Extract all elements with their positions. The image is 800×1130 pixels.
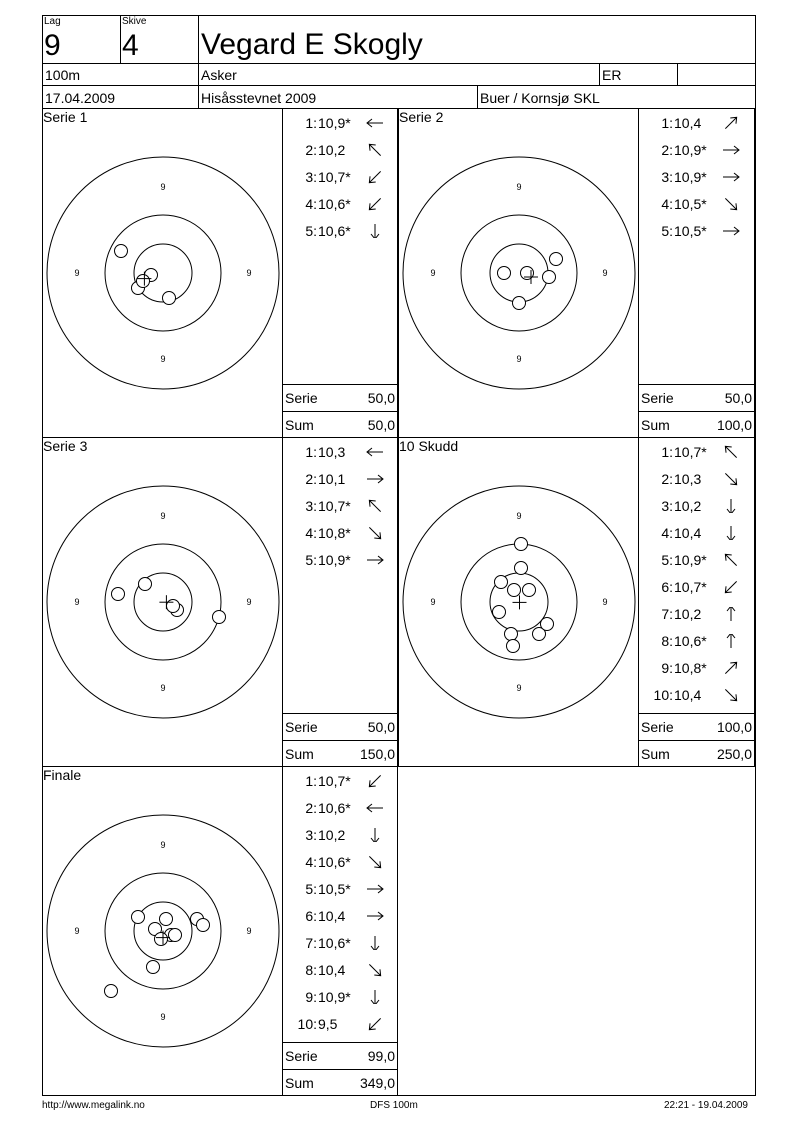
shots-column — [638, 108, 755, 438]
shots-list — [283, 438, 390, 573]
ring-10 — [105, 215, 221, 331]
shot-score: 10,9* — [318, 114, 351, 131]
shot-hole — [550, 253, 563, 266]
shot-row — [283, 902, 390, 929]
shots-list — [283, 767, 390, 1037]
shot-direction-arrow-icon — [360, 197, 390, 211]
distance-cell — [42, 63, 199, 86]
shot-score: 10,1 — [318, 470, 346, 487]
shot-number: 2: — [305, 799, 317, 816]
shot-score: 10,5* — [674, 195, 707, 212]
shot-score: 10,6* — [318, 934, 351, 951]
sum-total-row — [639, 740, 754, 766]
sum-label: Sum — [285, 416, 314, 433]
ring-inner — [134, 244, 192, 302]
shot-number: 5: — [661, 551, 673, 568]
shots-column — [282, 437, 398, 767]
shot-row — [283, 163, 390, 190]
shot-score: 10,4 — [674, 524, 702, 541]
shots-list — [283, 109, 390, 244]
footer-right: 22:21 - 19.04.2009 — [664, 1100, 748, 1111]
shot-number: 3: — [661, 168, 673, 185]
ring-label: 9 — [160, 511, 166, 521]
shot-number: 4: — [305, 195, 317, 212]
shot-hole — [523, 584, 536, 597]
club: Asker — [201, 67, 237, 83]
shot-direction-arrow-icon — [360, 445, 390, 459]
shot-score: 10,9* — [318, 551, 351, 568]
shot-number: 5: — [661, 222, 673, 239]
shot-number: 4: — [305, 853, 317, 870]
shot-row — [639, 627, 746, 654]
shot-number: 1: — [661, 443, 673, 460]
shot-row — [283, 875, 390, 902]
shot-score: 10,4 — [318, 961, 346, 978]
shot-number: 7: — [305, 934, 317, 951]
shot-hole — [507, 640, 520, 653]
shot-number: 5: — [305, 880, 317, 897]
skive-label: Skive — [122, 16, 147, 27]
shot-hole — [498, 267, 511, 280]
sum-value: 150,0 — [359, 745, 395, 762]
sum-label: Sum — [285, 745, 314, 762]
shot-direction-arrow-icon — [716, 634, 746, 648]
shot-score: 10,2 — [674, 497, 702, 514]
serie-total-row — [283, 1042, 397, 1068]
target-panel — [398, 437, 639, 767]
lag-cell — [42, 15, 121, 64]
venue-cell — [477, 85, 756, 109]
shot-score: 10,3 — [318, 443, 346, 460]
shot-direction-arrow-icon — [360, 882, 390, 896]
shot-row — [283, 821, 390, 848]
serie-label: Serie — [285, 389, 318, 406]
shot-number: 3: — [305, 168, 317, 185]
distance: 100m — [45, 67, 81, 83]
serie-value: 99,0 — [367, 1047, 395, 1064]
shot-score: 10,4 — [674, 686, 702, 703]
sum-label: Sum — [285, 1074, 314, 1091]
target-panel — [398, 108, 639, 438]
shot-score: 10,7* — [318, 497, 351, 514]
skive-value: 4 — [122, 29, 139, 62]
sum-value: 50,0 — [367, 416, 395, 433]
shot-score: 10,7* — [318, 168, 351, 185]
serie-label: Serie — [641, 718, 674, 735]
panel-title: Serie 1 — [43, 109, 88, 125]
shot-number: 1: — [305, 114, 317, 131]
shot-row — [639, 465, 746, 492]
shot-direction-arrow-icon — [360, 143, 390, 157]
skive-cell — [120, 15, 199, 64]
ring-label: 9 — [160, 182, 166, 192]
shot-row — [283, 465, 390, 492]
shot-score: 10,2 — [318, 826, 346, 843]
shot-direction-arrow-icon — [716, 143, 746, 157]
shooter-name: Vegard E Skogly — [201, 28, 423, 61]
shot-row — [639, 136, 746, 163]
shot-direction-arrow-icon — [716, 688, 746, 702]
lag-label: Lag — [44, 16, 61, 27]
shot-number: 1: — [305, 772, 317, 789]
serie-label: Serie — [285, 718, 318, 735]
shot-score: 10,7* — [674, 443, 707, 460]
shot-score: 10,2 — [674, 605, 702, 622]
target-diagram — [43, 438, 284, 768]
shot-direction-arrow-icon — [360, 553, 390, 567]
serie-label: Serie — [285, 1047, 318, 1064]
shot-direction-arrow-icon — [716, 472, 746, 486]
sum-label: Sum — [641, 745, 670, 762]
shot-direction-arrow-icon — [716, 499, 746, 513]
shot-number: 9: — [661, 659, 673, 676]
sum-value: 349,0 — [359, 1074, 395, 1091]
shot-hole — [160, 913, 173, 926]
shot-direction-arrow-icon — [716, 170, 746, 184]
shot-row — [283, 217, 390, 244]
shot-direction-arrow-icon — [360, 963, 390, 977]
shot-hole — [115, 245, 128, 258]
ring-label: 9 — [160, 683, 166, 693]
shot-number: 9: — [305, 988, 317, 1005]
shot-row — [639, 438, 746, 465]
serie-value: 50,0 — [367, 718, 395, 735]
target-panel — [42, 108, 283, 438]
shot-score: 10,6* — [318, 195, 351, 212]
shot-number: 2: — [305, 141, 317, 158]
shot-hole — [169, 929, 182, 942]
shot-direction-arrow-icon — [360, 801, 390, 815]
panel-title: Serie 3 — [43, 438, 88, 454]
sum-value: 250,0 — [716, 745, 752, 762]
shot-hole — [155, 933, 168, 946]
shot-number: 6: — [661, 578, 673, 595]
ring-label: 9 — [246, 268, 252, 278]
shot-number: 10: — [653, 686, 673, 703]
ring-label: 9 — [516, 182, 522, 192]
shot-row — [283, 929, 390, 956]
shot-direction-arrow-icon — [716, 526, 746, 540]
shot-score: 10,9* — [674, 551, 707, 568]
shot-direction-arrow-icon — [716, 580, 746, 594]
shot-score: 10,6* — [318, 222, 351, 239]
shots-list — [639, 438, 746, 708]
shot-direction-arrow-icon — [716, 607, 746, 621]
shot-number: 2: — [661, 141, 673, 158]
ring-label: 9 — [160, 354, 166, 364]
shot-number: 6: — [305, 907, 317, 924]
shot-score: 9,5 — [318, 1015, 338, 1032]
shot-hole — [197, 919, 210, 932]
shot-row — [639, 519, 746, 546]
serie-total-row — [639, 384, 754, 410]
shot-direction-arrow-icon — [360, 936, 390, 950]
shot-score: 10,5* — [318, 880, 351, 897]
shot-hole — [505, 628, 518, 641]
ring-label: 9 — [160, 840, 166, 850]
ring-label: 9 — [160, 1012, 166, 1022]
shot-hole — [213, 611, 226, 624]
shot-number: 10: — [297, 1015, 317, 1032]
shot-row — [283, 190, 390, 217]
target-diagram — [399, 438, 640, 768]
footer-center: DFS 100m — [370, 1100, 418, 1111]
shot-hole — [139, 578, 152, 591]
shot-hole — [163, 292, 176, 305]
shot-direction-arrow-icon — [716, 224, 746, 238]
panel-title: Finale — [43, 767, 82, 783]
ring-label: 9 — [430, 597, 436, 607]
shot-row — [283, 546, 390, 573]
shot-direction-arrow-icon — [716, 116, 746, 130]
shot-row — [283, 109, 390, 136]
shot-number: 2: — [305, 470, 317, 487]
shot-row — [283, 519, 390, 546]
shot-hole — [513, 297, 526, 310]
shot-score: 10,8* — [674, 659, 707, 676]
shot-hole — [495, 576, 508, 589]
target-diagram — [43, 767, 284, 1097]
shot-number: 5: — [305, 222, 317, 239]
class-cell — [599, 63, 678, 86]
shot-number: 3: — [661, 497, 673, 514]
shot-number: 8: — [305, 961, 317, 978]
shot-row — [639, 681, 746, 708]
sum-value: 100,0 — [716, 416, 752, 433]
shot-score: 10,9* — [674, 168, 707, 185]
shot-score: 10,7* — [674, 578, 707, 595]
sum-total-row — [639, 411, 754, 437]
shot-hole — [137, 275, 150, 288]
shot-direction-arrow-icon — [360, 909, 390, 923]
shot-row — [639, 190, 746, 217]
shot-row — [283, 983, 390, 1010]
shot-direction-arrow-icon — [360, 774, 390, 788]
ring-10 — [461, 215, 577, 331]
shot-number: 5: — [305, 551, 317, 568]
shot-row — [639, 109, 746, 136]
shot-score: 10,5* — [674, 222, 707, 239]
shot-direction-arrow-icon — [716, 197, 746, 211]
shot-number: 3: — [305, 826, 317, 843]
serie-value: 100,0 — [716, 718, 752, 735]
ring-label: 9 — [74, 597, 80, 607]
shot-number: 4: — [305, 524, 317, 541]
shot-hole — [147, 961, 160, 974]
serie-total-row — [283, 713, 397, 739]
shot-score: 10,3 — [674, 470, 702, 487]
shot-direction-arrow-icon — [360, 990, 390, 1004]
shot-row — [283, 136, 390, 163]
event: Hisåsstevnet 2009 — [201, 90, 317, 106]
shot-score: 10,4 — [674, 114, 702, 131]
shot-direction-arrow-icon — [360, 828, 390, 842]
shot-direction-arrow-icon — [360, 526, 390, 540]
serie-label: Serie — [641, 389, 674, 406]
shot-row — [283, 492, 390, 519]
shot-hole — [541, 618, 554, 631]
shot-hole — [508, 584, 521, 597]
shot-row — [639, 217, 746, 244]
serie-total-row — [283, 384, 397, 410]
shot-hole — [132, 911, 145, 924]
shots-column — [282, 108, 398, 438]
sum-total-row — [283, 1069, 397, 1095]
shot-number: 1: — [305, 443, 317, 460]
shot-row — [283, 956, 390, 983]
name-cell — [198, 15, 756, 64]
shot-row — [639, 573, 746, 600]
shot-row — [283, 794, 390, 821]
shots-column — [638, 437, 755, 767]
target-panel — [42, 437, 283, 767]
shot-row — [639, 546, 746, 573]
shot-number: 4: — [661, 524, 673, 541]
shot-score: 10,6* — [318, 853, 351, 870]
shot-direction-arrow-icon — [360, 1017, 390, 1031]
shot-score: 10,2 — [318, 141, 346, 158]
shot-score: 10,9* — [318, 988, 351, 1005]
shot-score: 10,7* — [318, 772, 351, 789]
shot-direction-arrow-icon — [360, 170, 390, 184]
target-diagram — [399, 109, 640, 439]
shot-hole — [543, 271, 556, 284]
shots-column — [282, 766, 398, 1096]
sum-total-row — [283, 411, 397, 437]
ring-label: 9 — [246, 926, 252, 936]
date: 17.04.2009 — [45, 90, 116, 106]
shot-hole — [515, 538, 528, 551]
shot-row — [639, 654, 746, 681]
ring-label: 9 — [246, 597, 252, 607]
shot-direction-arrow-icon — [360, 499, 390, 513]
shot-direction-arrow-icon — [360, 855, 390, 869]
shot-row — [283, 767, 390, 794]
target-panel — [42, 766, 283, 1096]
shot-number: 1: — [661, 114, 673, 131]
ring-label: 9 — [74, 926, 80, 936]
class-extra-cell — [677, 63, 756, 86]
venue: Buer / Kornsjø SKL — [480, 90, 600, 106]
shot-score: 10,6* — [318, 799, 351, 816]
ring-label: 9 — [516, 683, 522, 693]
shot-direction-arrow-icon — [360, 224, 390, 238]
shot-number: 4: — [661, 195, 673, 212]
target-diagram — [43, 109, 284, 439]
class: ER — [602, 67, 622, 83]
shot-score: 10,9* — [674, 141, 707, 158]
panel-title: 10 Skudd — [399, 438, 459, 454]
shots-list — [639, 109, 746, 244]
shot-direction-arrow-icon — [716, 445, 746, 459]
ring-label: 9 — [602, 597, 608, 607]
shot-number: 7: — [661, 605, 673, 622]
ring-label: 9 — [516, 511, 522, 521]
shot-number: 2: — [661, 470, 673, 487]
serie-total-row — [639, 713, 754, 739]
panel-title: Serie 2 — [399, 109, 444, 125]
ring-label: 9 — [74, 268, 80, 278]
shot-direction-arrow-icon — [360, 472, 390, 486]
shot-row — [639, 600, 746, 627]
shot-hole — [521, 267, 534, 280]
footer-left: http://www.megalink.no — [42, 1100, 145, 1111]
shot-score: 10,4 — [318, 907, 346, 924]
lag-value: 9 — [44, 29, 61, 62]
shot-score: 10,6* — [674, 632, 707, 649]
shot-hole — [515, 562, 528, 575]
shot-direction-arrow-icon — [716, 553, 746, 567]
event-cell — [198, 85, 478, 109]
sum-total-row — [283, 740, 397, 766]
sum-label: Sum — [641, 416, 670, 433]
date-cell — [42, 85, 199, 109]
shot-row — [283, 1010, 390, 1037]
shot-hole — [105, 985, 118, 998]
shot-score: 10,8* — [318, 524, 351, 541]
shot-direction-arrow-icon — [360, 116, 390, 130]
serie-value: 50,0 — [724, 389, 752, 406]
shot-row — [283, 438, 390, 465]
ring-label: 9 — [430, 268, 436, 278]
shot-row — [639, 163, 746, 190]
shot-direction-arrow-icon — [716, 661, 746, 675]
shot-number: 8: — [661, 632, 673, 649]
ring-label: 9 — [516, 354, 522, 364]
serie-value: 50,0 — [367, 389, 395, 406]
shot-hole — [493, 606, 506, 619]
shot-hole — [167, 600, 180, 613]
shot-row — [639, 492, 746, 519]
club-cell — [198, 63, 600, 86]
shot-row — [283, 848, 390, 875]
shot-number: 3: — [305, 497, 317, 514]
ring-label: 9 — [602, 268, 608, 278]
shot-hole — [112, 588, 125, 601]
